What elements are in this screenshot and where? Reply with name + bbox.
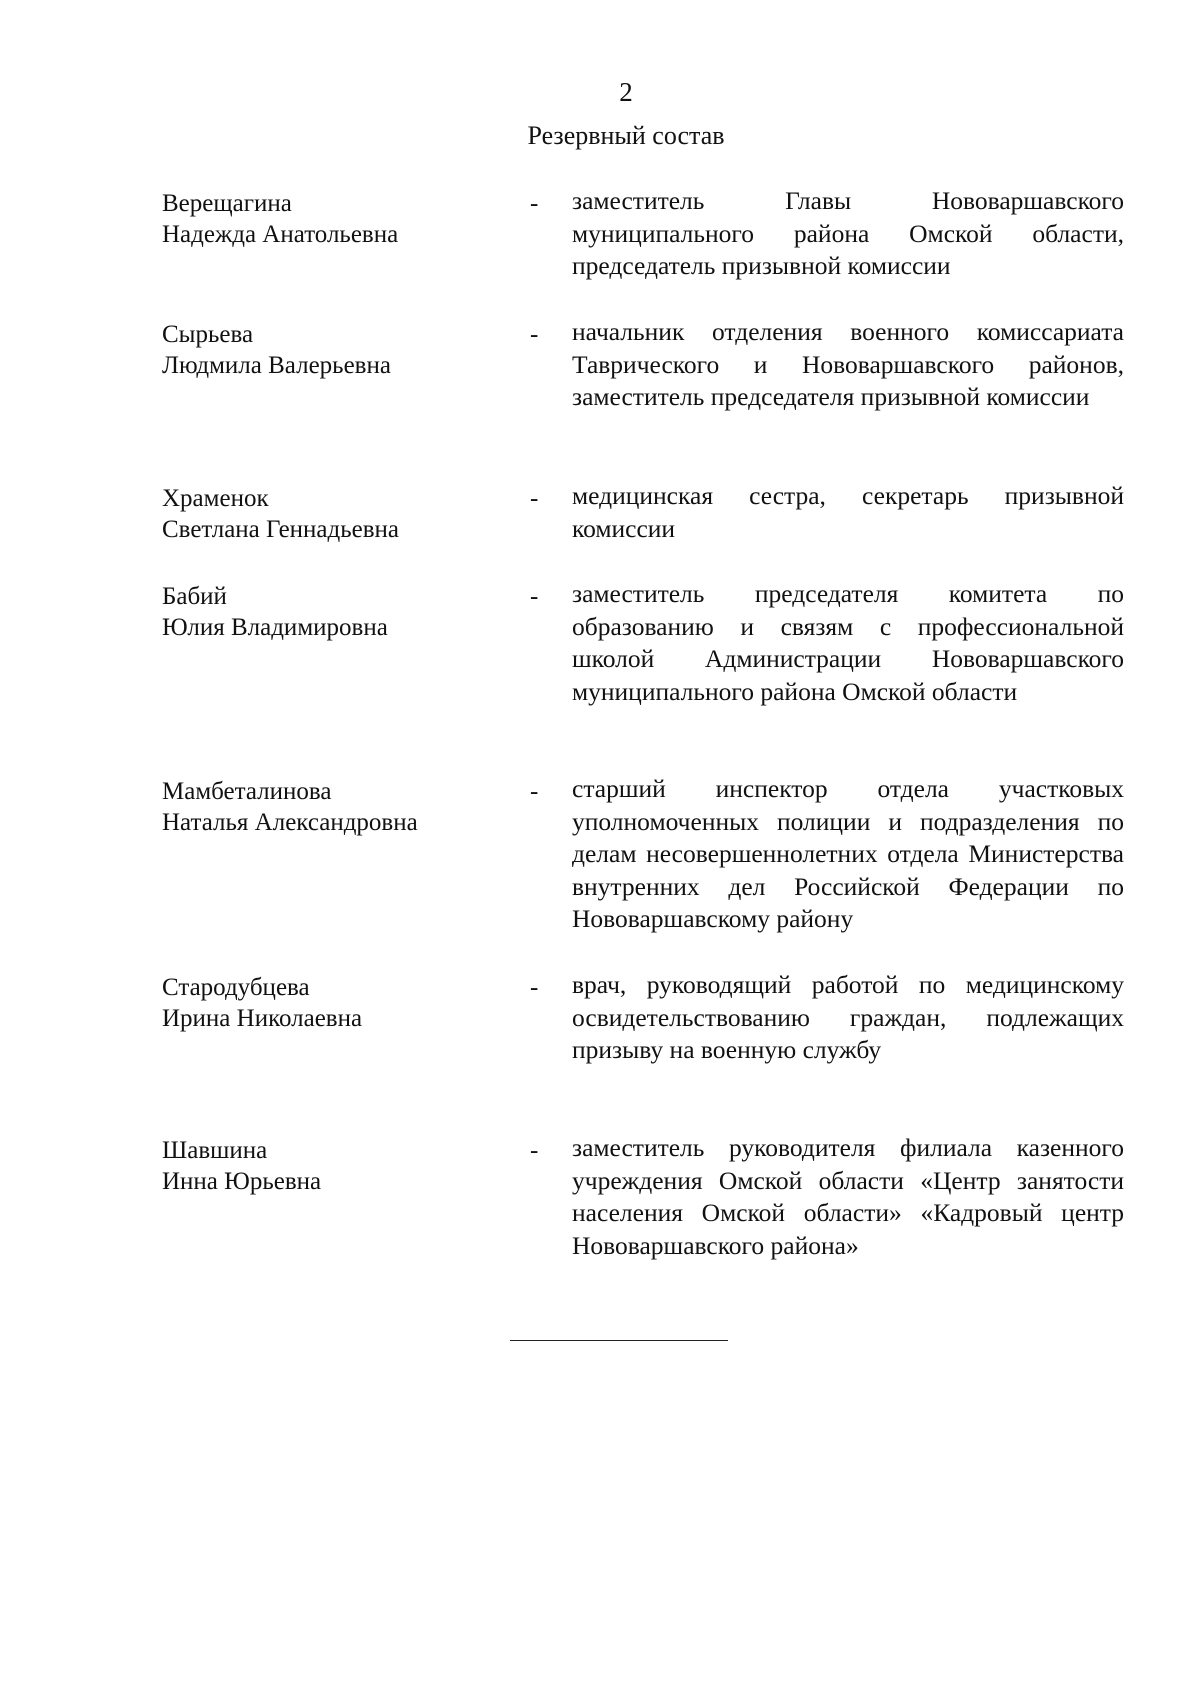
member-given-names: Инна Юрьевна (162, 1168, 322, 1195)
member-position: заместитель председателя комитета по образованию и связям с профессиональной школой Администрации Нововаршавского муниципального района Омской области (572, 579, 1124, 706)
member-position: врач, руководящий работой по медицинскому освидетельствованию граждан, подлежащих призыву на военную службу (572, 970, 1124, 1065)
member-surname: Мамбеталинова (162, 778, 332, 805)
member-given-names: Юлия Владимировна (162, 614, 388, 641)
member-name (162, 581, 492, 643)
end-rule (510, 1340, 728, 1341)
dash-separator: - (530, 583, 539, 610)
dash-separator: - (530, 190, 539, 217)
member-name (162, 483, 492, 545)
member-position: заместитель Главы Нововаршавского муниципального района Омской области, председатель призывной комиссии (572, 186, 1124, 281)
member-name (162, 319, 492, 381)
member-given-names: Светлана Геннадьевна (162, 516, 400, 543)
member-given-names: Наталья Александровна (162, 809, 418, 836)
member-name (162, 188, 492, 250)
member-surname: Бабий (162, 583, 227, 610)
dash-separator: - (530, 974, 539, 1001)
page-number: 2 (619, 77, 633, 107)
member-position: медицинская сестра, секретарь призывной комиссии (572, 481, 1124, 543)
member-position: старший инспектор отдела участковых уполномоченных полиции и подразделения по делам несовершеннолетних отдела Министерства внутренних дел Российской Федерации по Нововаршавскому району (572, 774, 1124, 934)
member-name (162, 776, 492, 838)
member-given-names: Людмила Валерьевна (162, 352, 391, 379)
member-position: начальник отделения военного комиссариата Таврического и Нововаршавского районов, заместитель председателя призывной комиссии (572, 317, 1124, 412)
member-surname: Сырьева (162, 321, 254, 348)
member-name (162, 972, 492, 1034)
member-surname: Верещагина (162, 190, 292, 217)
dash-separator: - (530, 485, 539, 512)
member-surname: Стародубцева (162, 974, 310, 1001)
member-given-names: Ирина Николаевна (162, 1005, 363, 1032)
member-name (162, 1135, 492, 1197)
section-title: Резервный состав (527, 121, 725, 150)
member-position: заместитель руководителя филиала казенного учреждения Омской области «Центр занятости населения Омской области» «Кадровый центр Нововаршавского района» (572, 1133, 1124, 1260)
member-given-names: Надежда Анатольевна (162, 221, 399, 248)
member-surname: Шавшина (162, 1137, 268, 1164)
dash-separator: - (530, 778, 539, 805)
member-surname: Храменок (162, 485, 269, 512)
dash-separator: - (530, 321, 539, 348)
dash-separator: - (530, 1137, 539, 1164)
